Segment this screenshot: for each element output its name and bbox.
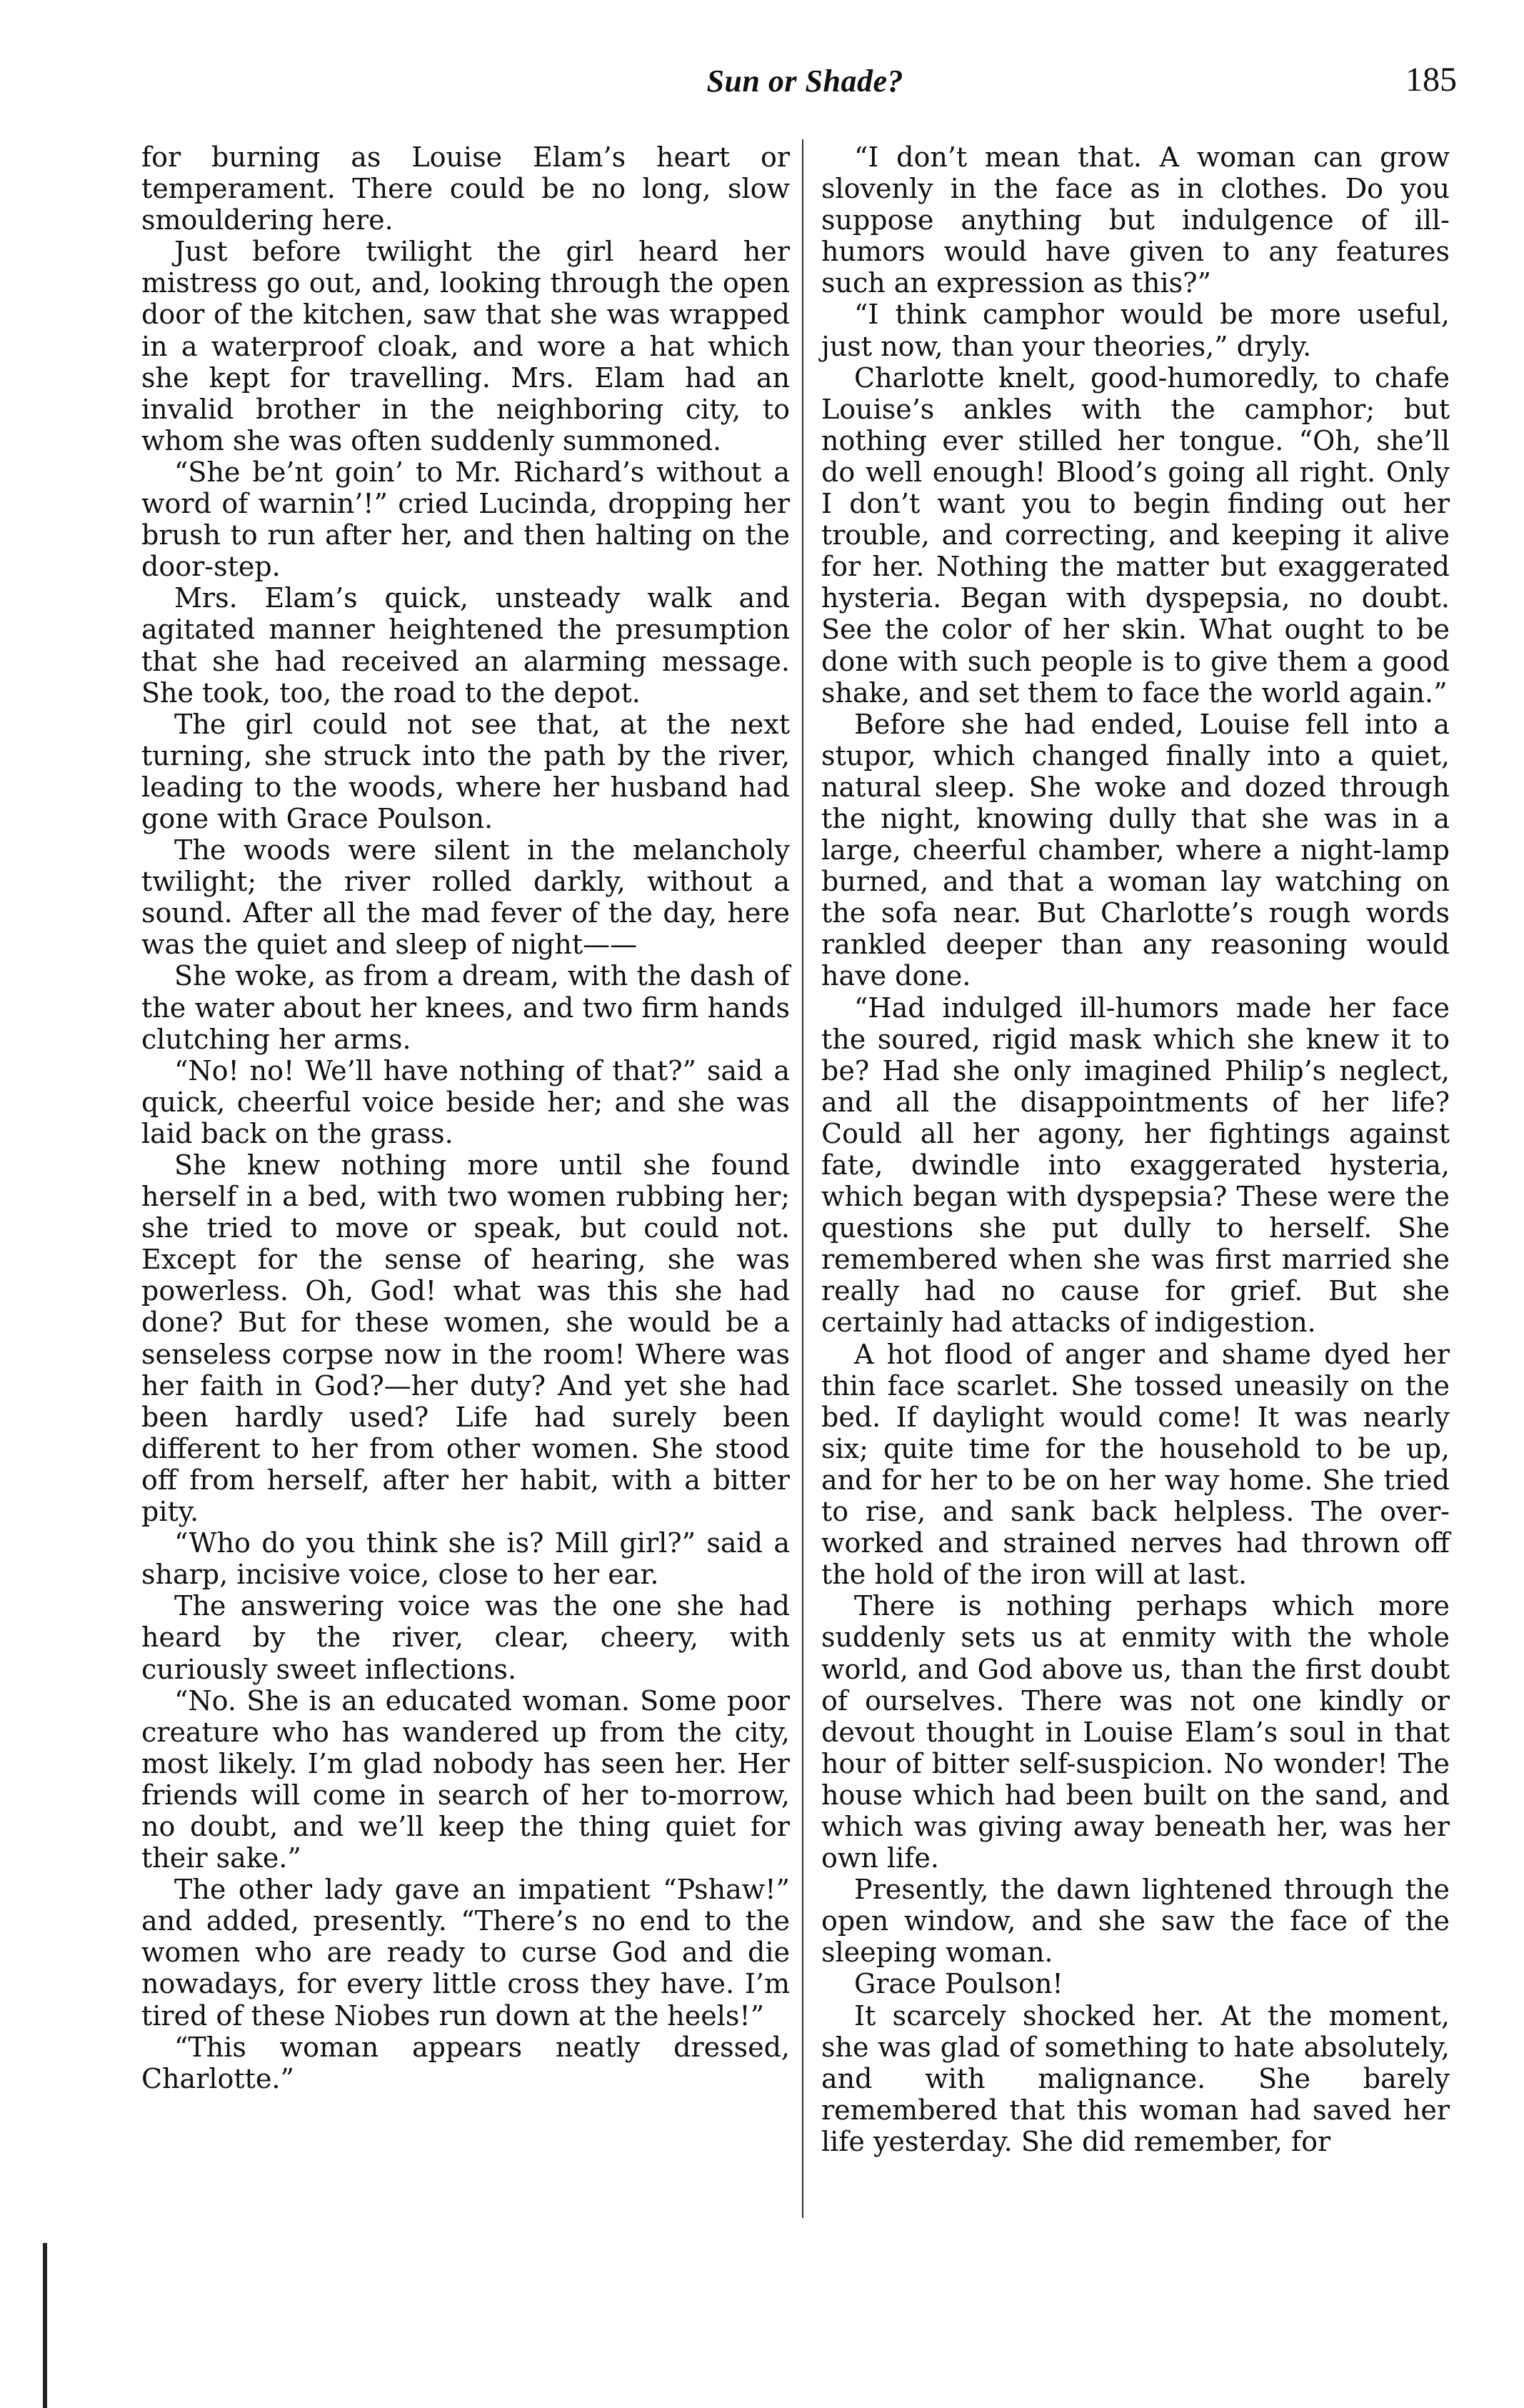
running-title: Sun or Shade? xyxy=(706,64,903,99)
paragraph: “I think camphor would be more useful, just now, than your theories,” dryly. xyxy=(821,299,1450,362)
paragraph: She knew nothing more until she found herself in a bed, with two women rubbing her; she tried to move or speak, but could not. Except for the sense of hearing, she was powerless. Oh, God! what was this she had done? But for these women, she would be a senseless corpse now in the room! Where was her faith in God?—her duty? And yet she had been hardly used? Life had surely been different to her from other women. She stood off from herself, after her habit, with a bitter pity. xyxy=(141,1149,790,1528)
paragraph: “Who do you think she is? Mill girl?” said a sharp, incisive voice, close to her ear. xyxy=(141,1527,790,1591)
paragraph: Presently, the dawn lightened through the open window, and she saw the face of the sleeping woman. xyxy=(821,1874,1450,1969)
paragraph: There is nothing perhaps which more suddenly sets us at enmity with the whole world, and God above us, than the first doubt of ourselves. There was not one kindly or devout thought in Louise Elam’s soul in that hour of bitter self-suspicion. No wonder! The house which had been built on the sand, and which was giving away beneath her, was her own life. xyxy=(821,1590,1450,1874)
page-number: 185 xyxy=(1405,61,1457,99)
binding-edge-mark xyxy=(43,2243,47,2408)
paragraph: The girl could not see that, at the next turning, she struck into the path by the river, leading to the woods, where her husband had gone with Grace Poulson. xyxy=(141,708,790,834)
paragraph: “No. She is an educated woman. Some poor creature who has wandered up from the city, most likely. I’m glad nobody has seen her. Her friends will come in search of her to-morrow, no doubt, and we’ll keep the thing quiet for their sake.” xyxy=(141,1684,790,1874)
paragraph: Charlotte knelt, good-humoredly, to chafe Louise’s ankles with the camphor; but nothing ever stilled her tongue. “Oh, she’ll do well enough! Blood’s going all right. Only I don’t want you to begin finding out her trouble, and correcting, and keeping it alive for her. Nothing the matter but exaggerated hysteria. Began with dyspepsia, no doubt. See the color of her skin. What ought to be done with such people is to give them a good shake, and set them to face the world again.” xyxy=(821,361,1450,709)
paragraph: She woke, as from a dream, with the dash of the water about her knees, and two firm hands clutching her arms. xyxy=(141,960,790,1055)
paragraph: “This woman appears neatly dressed, Charlotte.” xyxy=(141,2031,790,2094)
paragraph: Before she had ended, Louise fell into a stupor, which changed finally into a quiet, natural sleep. She woke and dozed through the night, knowing dully that she was in a large, cheerful chamber, where a night-lamp burned, and that a woman lay watching on the sofa near. But Charlotte’s rough words rankled deeper than any reasoning would have done. xyxy=(821,708,1450,992)
right-column xyxy=(821,141,1450,2157)
paragraph: The woods were silent in the melancholy twilight; the river rolled darkly, without a sound. After all the mad fever of the day, here was the quiet and sleep of night—— xyxy=(141,834,790,961)
paragraph: It scarcely shocked her. At the moment, she was glad of something to hate absolutely, and with malignance. She barely remembered that this woman had saved her life yesterday. She did remember, for xyxy=(821,1999,1450,2157)
paragraph: for burning as Louise Elam’s heart or temperament. There could be no long, slow smouldering here. xyxy=(141,141,790,236)
paragraph: Grace Poulson! xyxy=(854,1968,1063,2000)
paragraph: Just before twilight the girl heard her mistress go out, and, looking through the open door of the kitchen, saw that she was wrapped in a waterproof cloak, and wore a hat which she kept for travelling. Mrs. Elam had an invalid brother in the neighboring city, to whom she was often suddenly summoned. xyxy=(141,236,790,456)
paragraph: The other lady gave an impatient “Pshaw!” and added, presently. “There’s no end to the women who are ready to curse God and die nowadays, for every little cross they have. I’m tired of these Niobes run down at the heels!” xyxy=(141,1874,790,2032)
paragraph: “She be’nt goin’ to Mr. Richard’s without a word of warnin’!” cried Lucinda, dropping her brush to run after her, and then halting on the door-step. xyxy=(141,456,790,583)
column-divider xyxy=(802,139,803,2218)
paragraph: “No! no! We’ll have nothing of that?” said a quick, cheerful voice beside her; and she was laid back on the grass. xyxy=(141,1054,790,1149)
paragraph: Mrs. Elam’s quick, unsteady walk and agitated manner heightened the presumption that she had received an alarming message. She took, too, the road to the depot. xyxy=(141,582,790,709)
paragraph: “Had indulged ill-humors made her face the soured, rigid mask which she knew it to be? Had she only imagined Philip’s neglect, and all the disappointments of her life? Could all her agony, her fightings against fate, dwindle into exaggerated hysteria, which began with dyspepsia? These were the questions she put dully to herself. She remembered when she was first married she really had no cause for grief. But she certainly had attacks of indigestion. xyxy=(821,991,1450,1339)
left-column xyxy=(141,141,790,2094)
paragraph: “I don’t mean that. A woman can grow slovenly in the face as in clothes. Do you suppose anything but indulgence of ill-humors would have given to any features such an expression as this?” xyxy=(821,141,1450,299)
paragraph: A hot flood of anger and shame dyed her thin face scarlet. She tossed uneasily on the bed. If daylight would come! It was nearly six; quite time for the household to be up, and for her to be on her way home. She tried to rise, and sank back helpless. The over-worked and strained nerves had thrown off the hold of the iron will at last. xyxy=(821,1338,1450,1591)
paragraph: The answering voice was the one she had heard by the river, clear, cheery, with curiously sweet inflections. xyxy=(141,1590,790,1685)
